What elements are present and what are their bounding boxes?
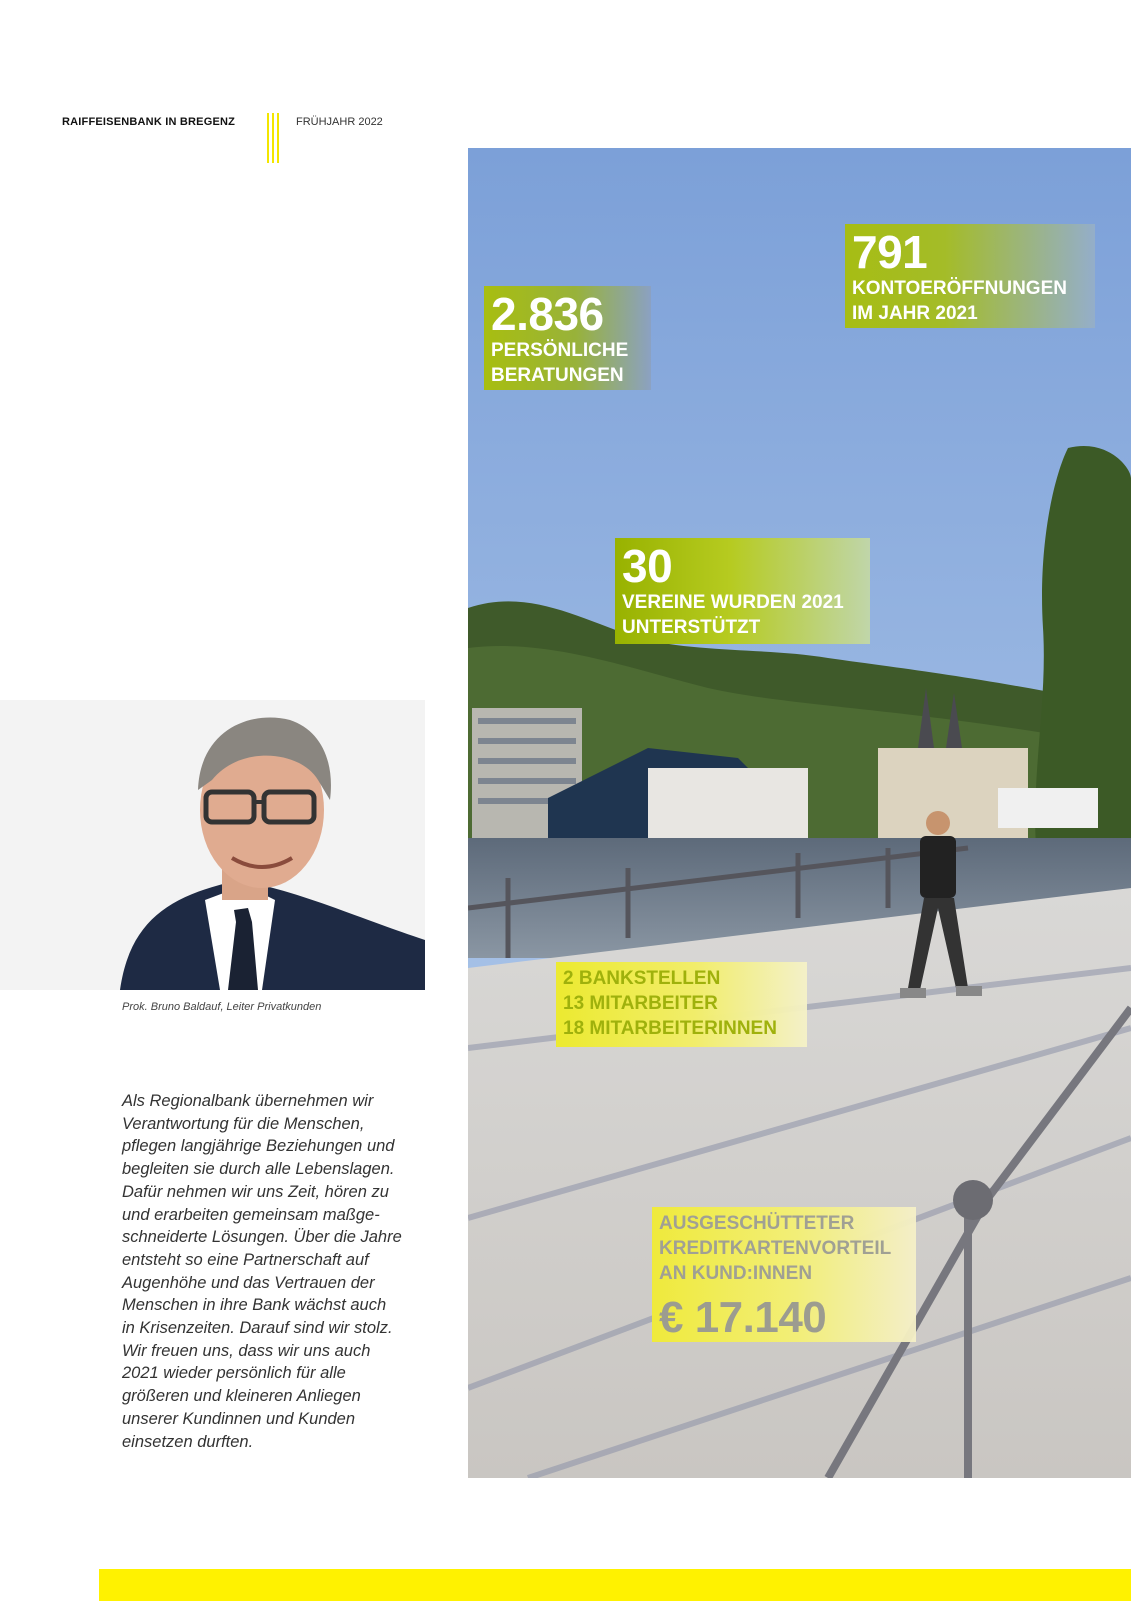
header-divider-bars — [267, 113, 287, 163]
stat-credit-card — [652, 1207, 916, 1342]
portrait-caption: Prok. Bruno Baldauf, Leiter Privatkunden — [122, 1001, 322, 1013]
stat-consultations-line2: BERATUNGEN — [491, 365, 624, 386]
stat-credit-card-line1: AUSGESCHÜTTETER — [659, 1213, 855, 1234]
body-line: entsteht so eine Partnerschaft auf — [122, 1250, 369, 1269]
issue-label: FRÜHJAHR 2022 — [296, 116, 383, 128]
portrait-photo — [0, 700, 425, 990]
stat-accounts-line2: IM JAHR 2021 — [852, 303, 978, 324]
body-line: unserer Kundinnen und Kunden — [122, 1409, 356, 1428]
body-line: 2021 wieder persönlich für alle — [122, 1364, 346, 1383]
stat-accounts-line1: KONTOERÖFFNUNGEN — [852, 278, 1067, 299]
body-line: einsetzen durften. — [122, 1432, 254, 1451]
footer-accent-bar — [99, 1569, 1131, 1601]
stat-clubs-line1: VEREINE WURDEN 2021 — [622, 592, 844, 613]
body-text — [122, 1090, 442, 1453]
body-line: Menschen in ihre Bank wächst auch — [122, 1296, 387, 1315]
stat-staff-line2: 13 MITARBEITER — [563, 993, 718, 1014]
body-line: Augenhöhe und das Vertrauen der — [122, 1273, 375, 1292]
stat-clubs-value: 30 — [622, 540, 673, 592]
body-line: pflegen langjährige Beziehungen und — [122, 1137, 395, 1156]
body-line: begleiten sie durch alle Lebenslagen. — [122, 1160, 395, 1179]
stat-staff — [556, 962, 807, 1047]
body-line: Wir freuen uns, dass wir uns auch — [122, 1341, 371, 1360]
stat-clubs — [615, 538, 870, 644]
stat-consultations-line1: PERSÖNLICHE — [491, 340, 629, 361]
stat-accounts-value: 791 — [852, 226, 928, 278]
body-line: Dafür nehmen wir uns Zeit, hören zu — [122, 1182, 389, 1201]
body-line: und erarbeiten gemeinsam maßge- — [122, 1205, 380, 1224]
stat-credit-card-line3: AN KUND:INNEN — [659, 1263, 813, 1284]
body-line: schneiderte Lösungen. Über die Jahre — [122, 1228, 402, 1247]
stat-staff-line1: 2 BANKSTELLEN — [563, 968, 721, 989]
body-line: Verantwortung für die Menschen, — [122, 1114, 365, 1133]
stat-accounts — [845, 224, 1095, 328]
stat-staff-line3: 18 MITARBEITERINNEN — [563, 1018, 777, 1039]
body-line: in Krisenzeiten. Darauf sind wir stolz. — [122, 1319, 393, 1338]
stat-clubs-line2: UNTERSTÜTZT — [622, 617, 761, 638]
stat-credit-card-value: € 17.140 — [659, 1293, 827, 1342]
body-line: größeren und kleineren Anliegen — [122, 1387, 361, 1406]
body-line: Als Regionalbank übernehmen wir — [122, 1092, 374, 1110]
stat-credit-card-line2: KREDITKARTENVORTEIL — [659, 1238, 892, 1259]
stat-consultations — [484, 286, 651, 390]
stat-consultations-value: 2.836 — [491, 288, 604, 340]
bank-name: RAIFFEISENBANK IN BREGENZ — [62, 116, 236, 128]
